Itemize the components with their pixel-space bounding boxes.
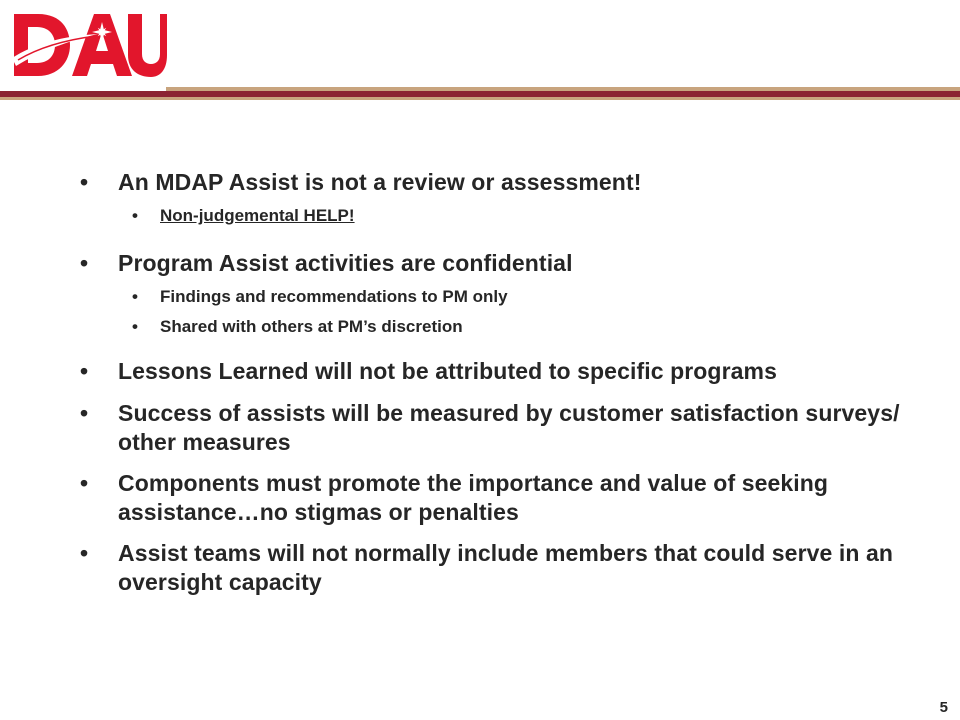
bullet-item: • Success of assists will be measured by customer satisfaction surveys/ other measures bbox=[80, 399, 900, 457]
bullet-item: • Assist teams will not normally include members that could serve in an oversight capacity bbox=[80, 539, 900, 597]
bullet-item: • An MDAP Assist is not a review or assessment! bbox=[80, 168, 900, 197]
logo-letter-u bbox=[128, 14, 167, 77]
sub-bullet-item: • Non-judgemental HELP! bbox=[80, 205, 900, 227]
bullet-item: • Program Assist activities are confidential bbox=[80, 249, 900, 278]
slide-content bbox=[80, 168, 900, 597]
sub-bullet-item: • Findings and recommendations to PM only bbox=[80, 286, 900, 308]
header-rule-bottom bbox=[0, 97, 960, 100]
bullet-item: • Components must promote the importance and value of seeking assistance…no stigmas or penalties bbox=[80, 469, 900, 527]
dau-logo bbox=[12, 10, 167, 80]
sub-bullet-item: • Shared with others at PM’s discretion bbox=[80, 316, 900, 338]
bullet-item: • Lessons Learned will not be attributed to specific programs bbox=[80, 357, 900, 386]
page-number: 5 bbox=[939, 699, 948, 716]
